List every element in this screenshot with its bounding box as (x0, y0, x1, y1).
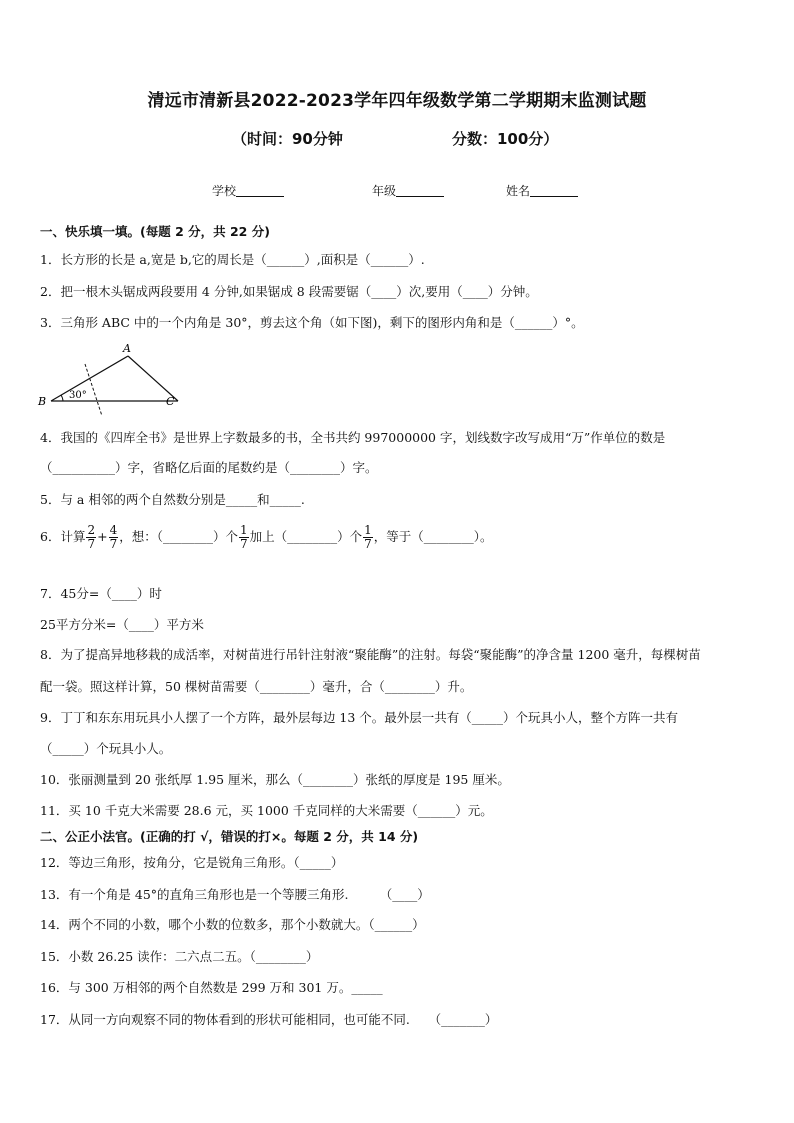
exam-time: （时间：90分钟 (232, 130, 343, 148)
question-8-line-2: 配一袋。照这样计算，50 棵树苗需要（________）毫升，合（________）升。 (40, 679, 473, 694)
fraction-2-7: $\frac{2}{7}$ (87, 523, 96, 551)
question-4-line-1: 4．我国的《四库全书》是世界上字数最多的书，全书共约 997000000 字，划线数字改写成用“万”作单位的数是 (40, 430, 666, 445)
question-15: 15．小数 26.25 读作：二六点二五。（________） (40, 949, 319, 964)
name-field (506, 182, 578, 199)
question-12: 12．等边三角形，按角分，它是锐角三角形。（_____） (40, 855, 344, 870)
question-3: 3．三角形 ABC 中的一个内角是 30°，剪去这个角（如下图)，剩下的图形内角和是（______）°。 (40, 315, 584, 330)
exam-score: 分数：100分） (452, 130, 559, 148)
fraction-1-7-b: $\frac{1}{7}$ (364, 523, 372, 551)
page-title: 清远市清新县2022-2023学年四年级数学第二学期期末监测试题 (147, 91, 647, 111)
grade-field (372, 182, 444, 199)
q6-prefix: 6．计算 (40, 529, 86, 544)
school-field (212, 182, 284, 199)
vertex-a-label: A (123, 342, 131, 355)
question-16: 16．与 300 万相邻的两个自然数是 299 万和 301 万。_____ (40, 980, 383, 995)
fraction-4-7: $\frac{4}{7}$ (109, 523, 118, 551)
triangle-figure (30, 338, 190, 418)
question-8-line-1: 8．为了提高异地移栽的成活率，对树苗进行吊针注射液“聚能酶”的注射。每袋“聚能酶”的净含量 1200 毫升，每棵树苗 (40, 647, 701, 662)
name-label: 姓名 (506, 184, 531, 198)
question-13: 13．有一个角是 45°的直角三角形也是一个等腰三角形. （____） (40, 887, 430, 902)
section-2-heading: 二、公正小法官。(正确的打 √，错误的打×。每题 2 分，共 14 分) (40, 829, 419, 844)
q6-plus: + (97, 529, 108, 544)
q6-suffix: ，等于（________）。 (373, 529, 493, 544)
q6-mid-2: 加上（________）个 (249, 529, 363, 544)
question-14: 14．两个不同的小数，哪个小数的位数多，那个小数就大。（______） (40, 917, 425, 932)
q6-mid-1: ，想：（________）个 (119, 529, 238, 544)
school-label: 学校 (212, 184, 237, 198)
question-9-line-2: （_____）个玩具小人。 (40, 741, 172, 756)
vertex-c-label: C (166, 395, 175, 408)
question-7-part-2: 25平方分米=（____）平方米 (40, 617, 204, 632)
fraction-1-7-a: $\frac{1}{7}$ (239, 523, 248, 551)
question-1: 1．长方形的长是 a,宽是 b,它的周长是（______）,面积是（______）. (40, 252, 425, 267)
angle-label: 30° (69, 390, 87, 401)
vertex-b-label: B (38, 395, 47, 408)
question-11: 11．买 10 千克大米需要 28.6 元，买 1000 千克同样的大米需要（______）元。 (40, 803, 493, 818)
question-6 (40, 524, 493, 551)
question-7-part-1: 7．45分=（____）时 (40, 586, 162, 601)
grade-label: 年级 (372, 184, 397, 198)
question-5: 5．与 a 相邻的两个自然数分别是_____和_____. (40, 492, 305, 507)
question-2: 2．把一根木头锯成两段要用 4 分钟,如果锯成 8 段需要锯（____）次,要用（____）分钟。 (40, 284, 538, 299)
section-1-heading: 一、快乐填一填。(每题 2 分，共 22 分) (40, 224, 270, 239)
question-17: 17．从同一方向观察不同的物体看到的形状可能相同，也可能不同. （_______） (40, 1012, 498, 1027)
question-10: 10．张丽测量到 20 张纸厚 1.95 厘米，那么（________）张纸的厚度是 195 厘米。 (40, 772, 510, 787)
question-9-line-1: 9．丁丁和东东用玩具小人摆了一个方阵，最外层每边 13 个。最外层一共有（_____）个玩具小人，整个方阵一共有 (40, 710, 679, 725)
question-4-line-2: （__________）字，省略亿后面的尾数约是（________）字。 (40, 460, 378, 475)
